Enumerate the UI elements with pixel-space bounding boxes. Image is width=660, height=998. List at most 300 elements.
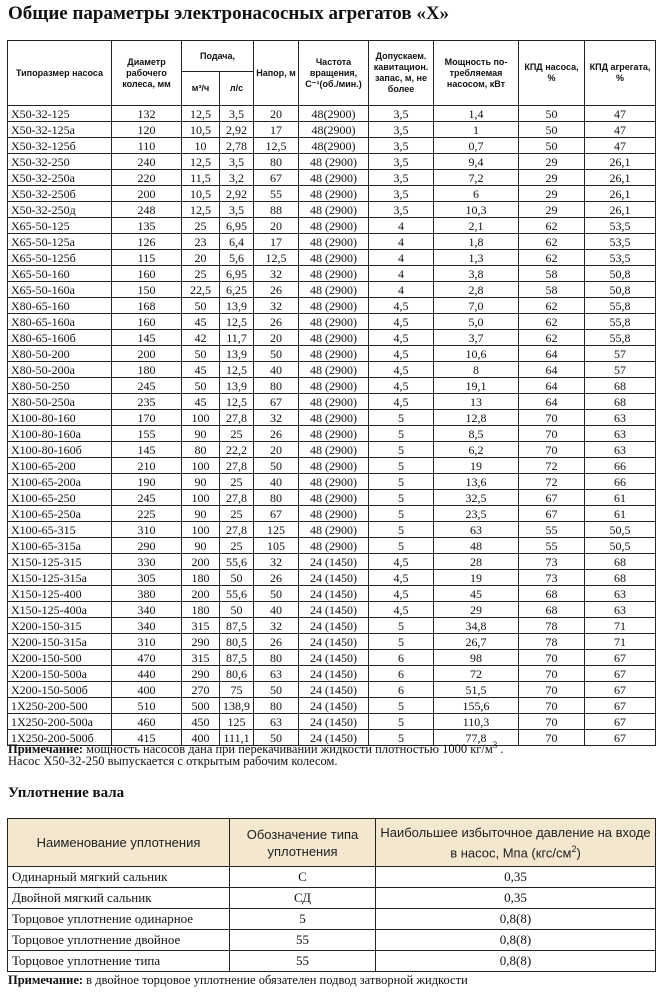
header-power: Мощность по-требляемая насосом, кВт [434,41,519,106]
cell-head: 26 [254,314,299,330]
cell-eff-unit: 68 [585,554,656,570]
cell-flow-ls: 27,8 [220,410,254,426]
cell-speed: 48 (2900) [299,458,369,474]
cell-flow-ls: 12,5 [220,362,254,378]
cell-flow-m3h: 20 [182,250,220,266]
cell-seal-pressure: 0,8(8) [376,951,656,972]
seal-row [8,951,656,972]
cell-seal-name: Торцовое уплотнение типа [8,951,230,972]
cell-head: 20 [254,330,299,346]
cell-eff-unit: 47 [585,106,656,122]
cell-model: Х150-125-315 [8,554,112,570]
cell-eff-unit: 63 [585,410,656,426]
cell-speed: 24 (1450) [299,714,369,730]
cell-power: 3,7 [434,330,519,346]
shaft-seal-table [7,818,656,972]
cell-head: 20 [254,106,299,122]
header-flow-ls: л/с [220,72,254,106]
cell-speed: 48 (2900) [299,506,369,522]
cell-flow-m3h: 90 [182,474,220,490]
note-open-impeller: Насос Х50-32-250 выпускается с открытым рабочим колесом. [8,754,338,768]
cell-eff-pump: 68 [519,602,585,618]
cell-npsh: 5 [369,442,434,458]
cell-speed: 48 (2900) [299,538,369,554]
cell-eff-pump: 29 [519,154,585,170]
cell-flow-m3h: 10,5 [182,122,220,138]
cell-eff-pump: 68 [519,586,585,602]
cell-flow-ls: 6,95 [220,266,254,282]
cell-npsh: 5 [369,410,434,426]
header-eff-pump: КПД насоса, % [519,41,585,106]
cell-flow-ls: 13,9 [220,298,254,314]
cell-npsh: 4 [369,266,434,282]
cell-eff-unit: 67 [585,714,656,730]
cell-npsh: 4 [369,282,434,298]
cell-seal-name: Торцовое уплотнение одинарное [8,909,230,930]
cell-speed: 48 (2900) [299,378,369,394]
table-row [8,234,656,250]
cell-npsh: 4,5 [369,346,434,362]
cell-head: 17 [254,234,299,250]
cell-power: 29 [434,602,519,618]
cell-head: 26 [254,282,299,298]
cell-eff-unit: 68 [585,570,656,586]
cell-head: 80 [254,490,299,506]
cell-power: 19,1 [434,378,519,394]
cell-power: 26,7 [434,634,519,650]
cell-diameter: 150 [112,282,182,298]
table-row [8,298,656,314]
cell-eff-unit: 55,8 [585,330,656,346]
cell-head: 80 [254,378,299,394]
cell-flow-m3h: 400 [182,730,220,746]
table-row [8,250,656,266]
note-text: мощность насосов дана при перекачивании жидкости плотностью 1000 кг/м [83,742,493,757]
cell-flow-m3h: 23 [182,234,220,250]
cell-flow-m3h: 25 [182,218,220,234]
cell-diameter: 180 [112,362,182,378]
cell-seal-type: С [230,867,376,888]
cell-model: Х200-150-500 [8,650,112,666]
cell-eff-unit: 66 [585,458,656,474]
cell-eff-unit: 53,5 [585,250,656,266]
cell-eff-pump: 55 [519,538,585,554]
cell-eff-pump: 70 [519,442,585,458]
cell-speed: 24 (1450) [299,618,369,634]
cell-power: 0,7 [434,138,519,154]
cell-head: 125 [254,522,299,538]
cell-power: 28 [434,554,519,570]
cell-power: 77,8 [434,730,519,746]
cell-diameter: 235 [112,394,182,410]
cell-eff-unit: 47 [585,122,656,138]
cell-npsh: 5 [369,714,434,730]
table-row [8,362,656,378]
cell-npsh: 4,5 [369,362,434,378]
cell-speed: 48 (2900) [299,330,369,346]
cell-model: Х100-65-200 [8,458,112,474]
cell-eff-pump: 29 [519,202,585,218]
seal-header-pressure-tail: ) [576,845,581,861]
cell-eff-pump: 70 [519,698,585,714]
cell-eff-unit: 63 [585,586,656,602]
cell-model: 1Х250-200-500б [8,730,112,746]
cell-flow-ls: 2,92 [220,186,254,202]
cell-model: Х65-50-125 [8,218,112,234]
cell-flow-m3h: 100 [182,490,220,506]
header-diameter: Диаметр рабочего колеса, мм [112,41,182,106]
cell-speed: 24 (1450) [299,570,369,586]
cell-flow-m3h: 500 [182,698,220,714]
cell-diameter: 200 [112,346,182,362]
table-row [8,410,656,426]
cell-npsh: 4 [369,250,434,266]
table-row [8,122,656,138]
cell-flow-ls: 50 [220,602,254,618]
cell-flow-ls: 2,92 [220,122,254,138]
cell-power: 10,3 [434,202,519,218]
cell-npsh: 3,5 [369,154,434,170]
cell-flow-ls: 50 [220,570,254,586]
cell-head: 40 [254,602,299,618]
cell-speed: 48 (2900) [299,314,369,330]
cell-diameter: 155 [112,426,182,442]
cell-npsh: 5 [369,490,434,506]
cell-model: Х50-32-250б [8,186,112,202]
table-row [8,570,656,586]
cell-eff-unit: 26,1 [585,170,656,186]
cell-diameter: 310 [112,522,182,538]
cell-head: 12,5 [254,138,299,154]
cell-speed: 24 (1450) [299,698,369,714]
cell-model: Х80-65-160б [8,330,112,346]
cell-eff-unit: 53,5 [585,218,656,234]
header-flow: Подача, [182,41,254,72]
cell-eff-pump: 72 [519,474,585,490]
cell-speed: 48 (2900) [299,298,369,314]
header-head: Напор, м [254,41,299,106]
cell-speed: 48 (2900) [299,218,369,234]
cell-power: 13 [434,394,519,410]
cell-power: 51,5 [434,682,519,698]
cell-flow-m3h: 25 [182,266,220,282]
cell-eff-pump: 70 [519,682,585,698]
table-row [8,714,656,730]
cell-head: 40 [254,474,299,490]
cell-model: Х150-125-400 [8,586,112,602]
cell-diameter: 225 [112,506,182,522]
cell-speed: 24 (1450) [299,586,369,602]
cell-flow-m3h: 90 [182,426,220,442]
cell-flow-ls: 27,8 [220,522,254,538]
cell-flow-m3h: 45 [182,314,220,330]
cell-power: 8,5 [434,426,519,442]
seal-header-name: Наименование уплотнения [8,819,230,867]
table-row [8,602,656,618]
cell-model: Х80-50-250 [8,378,112,394]
cell-power: 45 [434,586,519,602]
cell-head: 32 [254,618,299,634]
cell-eff-unit: 57 [585,346,656,362]
cell-npsh: 4 [369,218,434,234]
cell-speed: 48 (2900) [299,394,369,410]
cell-npsh: 4,5 [369,586,434,602]
cell-head: 12,5 [254,250,299,266]
cell-diameter: 340 [112,618,182,634]
cell-eff-pump: 62 [519,298,585,314]
cell-flow-m3h: 10 [182,138,220,154]
note-sup: 3 [492,740,498,750]
cell-diameter: 400 [112,682,182,698]
cell-power: 10,6 [434,346,519,362]
cell-power: 23,5 [434,506,519,522]
note-label: Примечание: [8,742,84,757]
cell-diameter: 126 [112,234,182,250]
cell-speed: 48 (2900) [299,522,369,538]
cell-model: Х100-65-250 [8,490,112,506]
cell-head: 32 [254,410,299,426]
cell-head: 50 [254,682,299,698]
cell-model: Х65-50-125а [8,234,112,250]
header-flow-m3h: м³/ч [182,72,220,106]
cell-npsh: 3,5 [369,138,434,154]
cell-head: 32 [254,266,299,282]
cell-npsh: 4 [369,234,434,250]
cell-flow-m3h: 80 [182,442,220,458]
cell-npsh: 4,5 [369,394,434,410]
note-double-seal [8,972,468,988]
cell-power: 13,6 [434,474,519,490]
cell-diameter: 170 [112,410,182,426]
cell-head: 67 [254,506,299,522]
cell-diameter: 440 [112,666,182,682]
cell-speed: 24 (1450) [299,602,369,618]
cell-eff-unit: 61 [585,506,656,522]
cell-flow-ls: 138,9 [220,698,254,714]
cell-eff-unit: 50,5 [585,522,656,538]
cell-flow-ls: 87,5 [220,650,254,666]
cell-speed: 48(2900) [299,138,369,154]
cell-model: Х200-150-315а [8,634,112,650]
cell-npsh: 4,5 [369,298,434,314]
cell-power: 2,8 [434,282,519,298]
cell-npsh: 5 [369,458,434,474]
cell-eff-pump: 70 [519,714,585,730]
cell-head: 50 [254,730,299,746]
header-npsh: Допускаем. кавитацион. запас, м, не более [369,41,434,106]
cell-flow-m3h: 290 [182,634,220,650]
cell-seal-name: Двойной мягкий сальник [8,888,230,909]
cell-eff-unit: 26,1 [585,154,656,170]
cell-power: 9,4 [434,154,519,170]
cell-speed: 48 (2900) [299,266,369,282]
cell-npsh: 3,5 [369,202,434,218]
cell-eff-unit: 50,8 [585,266,656,282]
cell-model: Х80-65-160 [8,298,112,314]
cell-power: 5,0 [434,314,519,330]
cell-eff-pump: 64 [519,394,585,410]
table-row [8,442,656,458]
cell-npsh: 5 [369,522,434,538]
table-row [8,426,656,442]
cell-head: 105 [254,538,299,554]
cell-flow-m3h: 12,5 [182,154,220,170]
cell-flow-ls: 22,2 [220,442,254,458]
cell-power: 19 [434,458,519,474]
cell-diameter: 290 [112,538,182,554]
cell-eff-pump: 64 [519,346,585,362]
table-row [8,378,656,394]
cell-diameter: 305 [112,570,182,586]
cell-speed: 48(2900) [299,106,369,122]
cell-diameter: 310 [112,634,182,650]
cell-head: 20 [254,218,299,234]
cell-power: 8 [434,362,519,378]
cell-diameter: 245 [112,378,182,394]
cell-diameter: 510 [112,698,182,714]
cell-speed: 48 (2900) [299,170,369,186]
cell-npsh: 6 [369,682,434,698]
cell-eff-unit: 50,5 [585,538,656,554]
cell-flow-ls: 2,78 [220,138,254,154]
cell-speed: 48 (2900) [299,202,369,218]
cell-eff-unit: 66 [585,474,656,490]
cell-npsh: 4,5 [369,378,434,394]
cell-diameter: 200 [112,186,182,202]
cell-npsh: 4,5 [369,554,434,570]
note2-text: в двойное торцовое уплотнение обязателен подвод затворной жидкости [83,973,468,987]
cell-speed: 48 (2900) [299,442,369,458]
cell-power: 155,6 [434,698,519,714]
cell-model: Х100-65-200а [8,474,112,490]
cell-seal-name: Одинарный мягкий сальник [8,867,230,888]
cell-model: Х100-80-160 [8,410,112,426]
cell-model: Х65-50-160а [8,282,112,298]
table-row [8,394,656,410]
cell-model: Х50-32-125б [8,138,112,154]
cell-flow-m3h: 100 [182,410,220,426]
cell-speed: 48 (2900) [299,474,369,490]
cell-model: 1Х250-200-500а [8,714,112,730]
cell-seal-name: Торцовое уплотнение двойное [8,930,230,951]
cell-eff-pump: 70 [519,666,585,682]
cell-model: Х100-80-160а [8,426,112,442]
table-row [8,650,656,666]
cell-eff-unit: 67 [585,666,656,682]
table-row [8,314,656,330]
seal-header-pressure [376,819,656,867]
cell-head: 67 [254,170,299,186]
note2-label: Примечание: [8,973,84,987]
cell-eff-unit: 68 [585,378,656,394]
cell-eff-pump: 50 [519,122,585,138]
note-tail: . [497,742,504,757]
cell-eff-pump: 64 [519,362,585,378]
cell-flow-ls: 12,5 [220,394,254,410]
cell-flow-m3h: 180 [182,570,220,586]
cell-flow-ls: 6,4 [220,234,254,250]
cell-model: 1Х250-200-500 [8,698,112,714]
cell-flow-m3h: 315 [182,618,220,634]
cell-eff-pump: 29 [519,170,585,186]
cell-flow-ls: 3,5 [220,106,254,122]
cell-seal-type: 55 [230,930,376,951]
cell-power: 34,8 [434,618,519,634]
header-model: Типоразмер насоса [8,41,112,106]
cell-eff-pump: 50 [519,106,585,122]
cell-model: Х200-150-315 [8,618,112,634]
pump-parameters-table [7,40,656,746]
table-row [8,666,656,682]
header-eff-unit: КПД агрегата, % [585,41,656,106]
cell-head: 63 [254,714,299,730]
cell-seal-type: СД [230,888,376,909]
seal-header-type: Обозначение типа уплотнения [230,819,376,867]
cell-flow-ls: 80,6 [220,666,254,682]
cell-eff-pump: 73 [519,554,585,570]
cell-npsh: 5 [369,506,434,522]
cell-model: Х65-50-125б [8,250,112,266]
cell-eff-unit: 26,1 [585,202,656,218]
cell-npsh: 6 [369,650,434,666]
cell-eff-pump: 70 [519,650,585,666]
cell-diameter: 168 [112,298,182,314]
cell-speed: 24 (1450) [299,682,369,698]
cell-diameter: 470 [112,650,182,666]
cell-flow-m3h: 50 [182,346,220,362]
cell-diameter: 240 [112,154,182,170]
table-row [8,106,656,122]
cell-flow-ls: 5,6 [220,250,254,266]
cell-npsh: 6 [369,666,434,682]
cell-head: 17 [254,122,299,138]
cell-eff-pump: 29 [519,186,585,202]
cell-head: 80 [254,698,299,714]
cell-power: 98 [434,650,519,666]
cell-diameter: 145 [112,330,182,346]
table-row [8,586,656,602]
table-row [8,154,656,170]
cell-speed: 48 (2900) [299,346,369,362]
table-row [8,522,656,538]
cell-flow-ls: 87,5 [220,618,254,634]
cell-flow-m3h: 50 [182,298,220,314]
cell-power: 1 [434,122,519,138]
cell-head: 50 [254,458,299,474]
cell-npsh: 3,5 [369,186,434,202]
cell-npsh: 5 [369,426,434,442]
cell-flow-ls: 111,1 [220,730,254,746]
cell-flow-m3h: 315 [182,650,220,666]
cell-eff-pump: 64 [519,378,585,394]
cell-flow-ls: 6,25 [220,282,254,298]
cell-eff-unit: 71 [585,618,656,634]
cell-power: 1,8 [434,234,519,250]
cell-eff-pump: 70 [519,730,585,746]
seal-header-pressure-text: Наибольшее избыточное давление на входе в насос, Мпа (кгс/см [380,824,651,861]
cell-flow-m3h: 450 [182,714,220,730]
cell-flow-m3h: 100 [182,522,220,538]
cell-flow-m3h: 100 [182,458,220,474]
cell-model: Х80-65-160а [8,314,112,330]
cell-flow-ls: 27,8 [220,458,254,474]
cell-model: Х80-50-200 [8,346,112,362]
cell-diameter: 220 [112,170,182,186]
cell-eff-pump: 58 [519,282,585,298]
cell-npsh: 5 [369,474,434,490]
cell-power: 12,8 [434,410,519,426]
cell-flow-m3h: 50 [182,378,220,394]
